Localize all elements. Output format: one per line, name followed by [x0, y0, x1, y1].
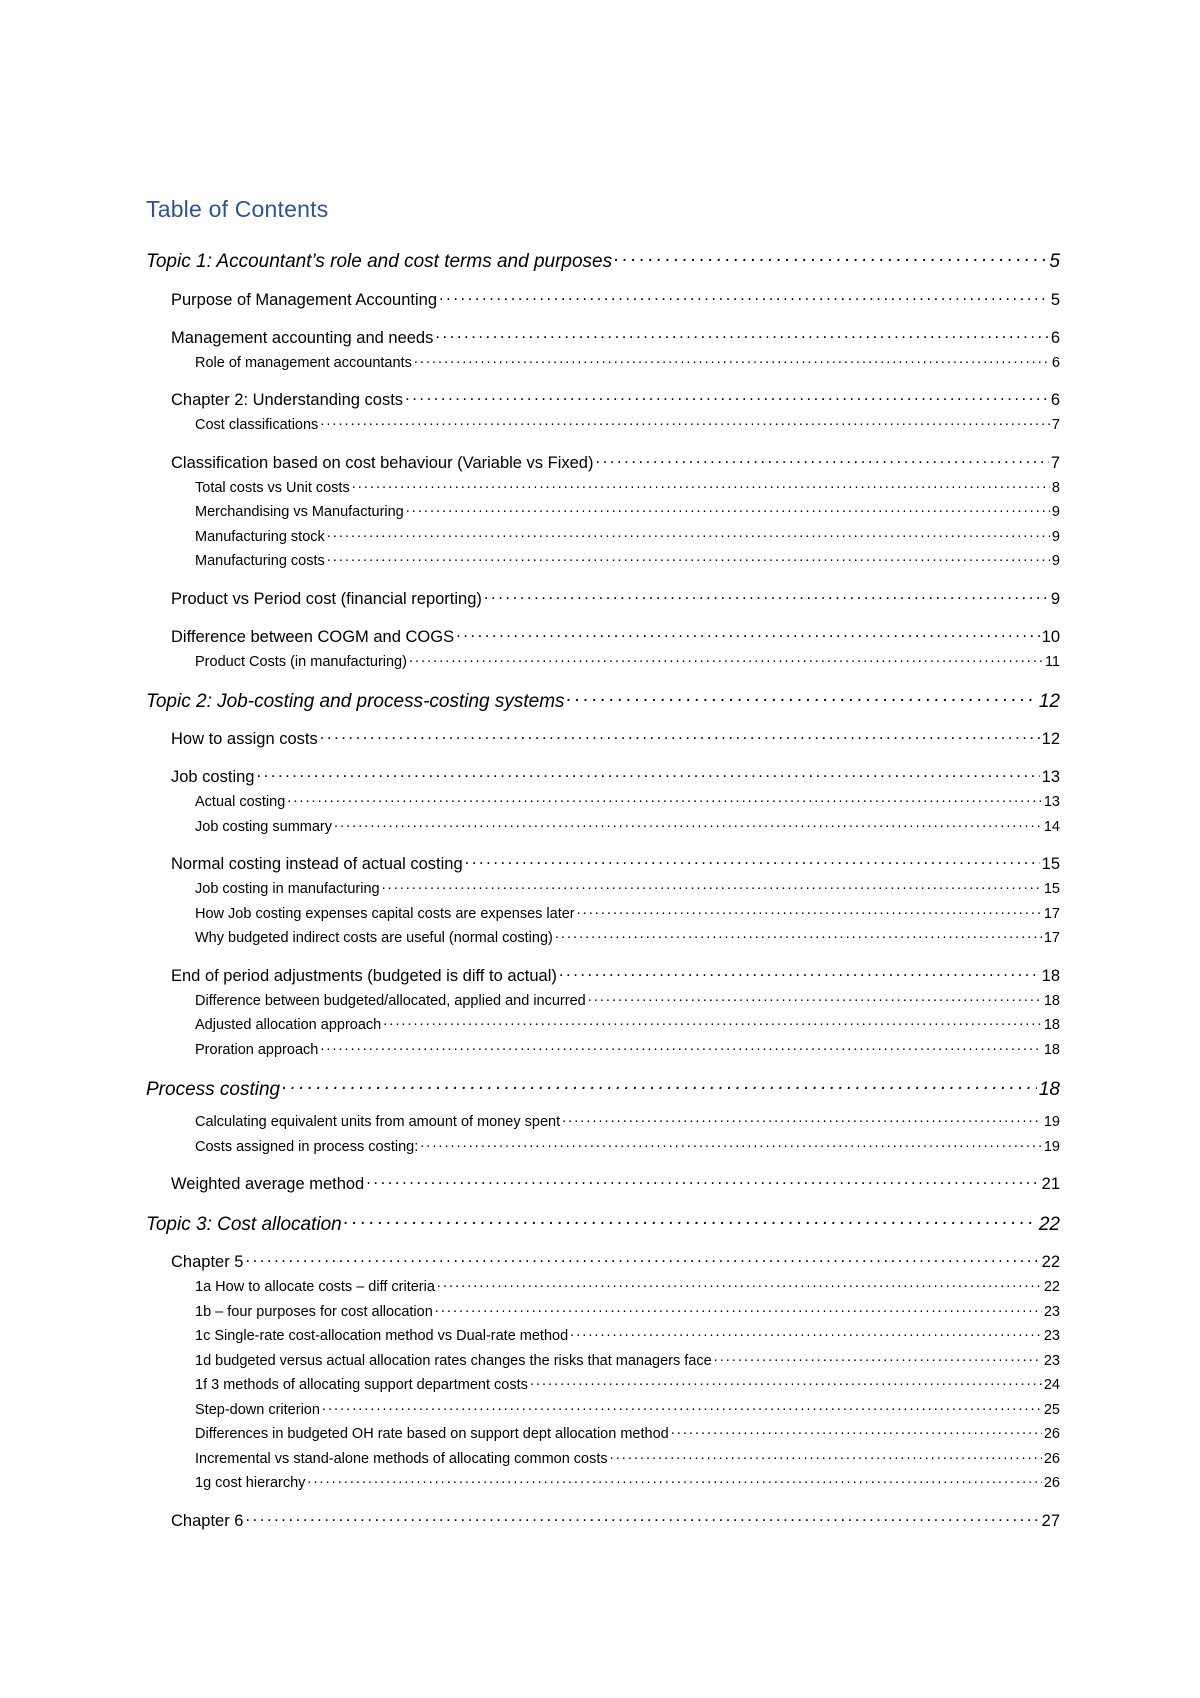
toc-entry-label: Job costing in manufacturing: [195, 881, 380, 897]
toc-entry-page-number: 26: [1043, 1450, 1060, 1467]
dot-leader: [320, 1039, 1042, 1054]
toc-entry-level-3[interactable]: [146, 990, 1060, 1015]
toc-entry-label: Actual costing: [195, 794, 286, 810]
toc-entry-label: Chapter 6: [171, 1511, 244, 1530]
toc-entry-page-number: 9: [1050, 589, 1060, 608]
dot-leader: [559, 964, 1040, 981]
toc-entry-label: Step-down criterion: [195, 1401, 320, 1418]
toc-entry-level-3[interactable]: [146, 1015, 1060, 1040]
toc-entry-level-3[interactable]: [146, 1350, 1060, 1375]
toc-entry-label: Topic 1: Accountant’s role and cost terms and purposes: [146, 251, 613, 272]
dot-leader: [671, 1424, 1042, 1439]
toc-entry-label: 1b – four purposes for cost allocation: [195, 1303, 433, 1320]
toc-entry-page-number: 7: [1051, 417, 1060, 433]
toc-entry-page-number: 17: [1043, 930, 1060, 946]
dot-leader: [366, 1173, 1039, 1190]
dot-leader: [555, 928, 1042, 943]
toc-entry-label: Manufacturing stock: [195, 528, 325, 545]
toc-entry-page-number: 6: [1051, 354, 1060, 371]
toc-entry-page-number: 18: [1043, 1017, 1060, 1033]
dot-leader: [437, 1277, 1042, 1292]
toc-entry-page-number: 13: [1041, 768, 1060, 786]
dot-leader: [320, 415, 1050, 430]
toc-entry-level-1[interactable]: [146, 248, 1060, 278]
toc-entry-level-3[interactable]: [146, 1424, 1060, 1449]
dot-leader: [282, 1076, 1037, 1095]
toc-entry-level-3[interactable]: [146, 1448, 1060, 1473]
toc-entry-page-number: 23: [1043, 1303, 1060, 1320]
toc-entry-level-3[interactable]: [146, 1039, 1060, 1064]
toc-entry-page-number: 18: [1043, 1041, 1060, 1058]
toc-entry-label: Product vs Period cost (financial reporting): [171, 589, 482, 608]
toc-entry-page-number: 11: [1044, 653, 1060, 670]
dot-leader: [610, 1448, 1042, 1463]
dot-leader: [595, 451, 1048, 468]
toc-entry-label: Total costs vs Unit costs: [195, 479, 350, 496]
toc-entry-page-number: 21: [1041, 1175, 1060, 1193]
dot-leader: [567, 688, 1037, 707]
toc-entry-page-number: 22: [1038, 1213, 1060, 1235]
toc-entry-level-3[interactable]: [146, 816, 1060, 841]
toc-entry-label: Manufacturing costs: [195, 553, 325, 569]
toc-entry-page-number: 18: [1041, 966, 1060, 985]
toc-entry-label: 1a How to allocate costs – diff criteria: [195, 1279, 435, 1295]
toc-entry-page-number: 19: [1043, 1138, 1060, 1155]
toc-entry-level-2[interactable]: [146, 587, 1060, 613]
toc-entry-level-2[interactable]: [146, 766, 1060, 792]
dot-leader: [484, 587, 1049, 604]
toc-entry-label: Proration approach: [195, 1041, 319, 1058]
toc-entry-level-2[interactable]: [146, 389, 1060, 415]
toc-entry-level-1[interactable]: [146, 688, 1060, 718]
toc-entry-page-number: 13: [1043, 794, 1060, 810]
toc-entry-page-number: 9: [1051, 504, 1060, 520]
toc-entry-label: Differences in budgeted OH rate based on support dept allocation method: [195, 1426, 669, 1442]
toc-entry-level-2[interactable]: [146, 288, 1060, 314]
dot-leader: [287, 792, 1042, 807]
dot-leader: [577, 903, 1042, 918]
toc-entry-page-number: 6: [1050, 391, 1060, 409]
dot-leader: [382, 879, 1042, 894]
toc-entry-level-3[interactable]: [146, 352, 1060, 377]
toc-entry-page-number: 7: [1050, 453, 1060, 472]
toc-entry-level-2[interactable]: [146, 326, 1060, 352]
toc-entry-label: 1d budgeted versus actual allocation rates changes the risks that managers face: [195, 1352, 712, 1369]
toc-entry-level-3[interactable]: [146, 1473, 1060, 1498]
toc-entry-label: Incremental vs stand-alone methods of allocating common costs: [195, 1450, 608, 1467]
dot-leader: [352, 477, 1050, 492]
toc-entry-label: Topic 2: Job-costing and process-costing systems: [146, 690, 565, 712]
toc-entry-label: Process costing: [146, 1078, 281, 1100]
toc-entry-level-2[interactable]: [146, 1251, 1060, 1277]
toc-entry-level-3[interactable]: [146, 1375, 1060, 1400]
toc-entry-level-2[interactable]: [146, 1509, 1060, 1535]
dot-leader: [334, 816, 1042, 831]
toc-entry-level-3[interactable]: [146, 1326, 1060, 1351]
toc-entry-level-3[interactable]: [146, 1112, 1060, 1137]
dot-leader: [562, 1112, 1042, 1127]
dot-leader: [588, 990, 1042, 1005]
toc-entry-label: Difference between COGM and COGS: [171, 627, 455, 646]
toc-entry-label: Adjusted allocation approach: [195, 1017, 382, 1033]
dot-leader: [456, 625, 1040, 642]
toc-entry-level-2[interactable]: [146, 853, 1060, 879]
toc-title: Table of Contents: [146, 196, 329, 222]
toc-entry-label: Job costing: [171, 768, 255, 786]
toc-entry-level-3[interactable]: [146, 1301, 1060, 1326]
toc-entry-level-1[interactable]: [146, 1211, 1060, 1241]
toc-entry-page-number: 26: [1043, 1475, 1060, 1491]
dot-leader: [570, 1326, 1042, 1341]
toc-entry-level-3[interactable]: [146, 415, 1060, 440]
toc-entry-page-number: 26: [1043, 1426, 1060, 1442]
dot-leader: [320, 728, 1040, 745]
toc-entry-page-number: 9: [1051, 553, 1060, 569]
toc-entry-label: Chapter 5: [171, 1253, 244, 1271]
toc-entry-page-number: 15: [1041, 855, 1060, 873]
toc-entry-level-2[interactable]: [146, 625, 1060, 651]
toc-entry-label: How to assign costs: [171, 730, 318, 748]
toc-entry-page-number: 24: [1043, 1377, 1060, 1393]
table-of-contents: [146, 248, 1060, 1535]
toc-entry-level-2[interactable]: [146, 1173, 1060, 1199]
toc-entry-page-number: 19: [1043, 1114, 1060, 1130]
toc-entry-page-number: 9: [1051, 528, 1060, 545]
toc-entry-label: Classification based on cost behaviour (Variable vs Fixed): [171, 453, 594, 472]
dot-leader: [406, 502, 1050, 517]
toc-entry-page-number: 8: [1051, 479, 1060, 496]
toc-entry-level-3[interactable]: [146, 879, 1060, 904]
toc-entry-page-number: 18: [1038, 1078, 1060, 1100]
toc-entry-page-number: 12: [1038, 690, 1060, 712]
toc-entry-level-3[interactable]: [146, 792, 1060, 817]
toc-entry-label: Weighted average method: [171, 1175, 365, 1193]
toc-entry-label: 1g cost hierarchy: [195, 1475, 306, 1491]
dot-leader: [383, 1015, 1042, 1030]
toc-entry-page-number: 23: [1043, 1328, 1060, 1344]
dot-leader: [530, 1375, 1042, 1390]
toc-entry-level-3[interactable]: [146, 526, 1060, 551]
toc-entry-level-2[interactable]: [146, 728, 1060, 754]
toc-entry-page-number: 5: [1049, 251, 1060, 272]
toc-entry-level-1[interactable]: [146, 1076, 1060, 1106]
toc-entry-label: 1f 3 methods of allocating support department costs: [195, 1377, 528, 1393]
toc-entry-label: Calculating equivalent units from amount of money spent: [195, 1114, 561, 1130]
toc-entry-label: Merchandising vs Manufacturing: [195, 504, 404, 520]
dot-leader: [245, 1251, 1039, 1268]
dot-leader: [344, 1211, 1037, 1230]
toc-entry-level-3[interactable]: [146, 651, 1060, 676]
dot-leader: [435, 1301, 1042, 1316]
toc-entry-label: Product Costs (in manufacturing): [195, 653, 407, 670]
dot-leader: [307, 1473, 1041, 1488]
toc-entry-page-number: 12: [1041, 730, 1060, 748]
dot-leader: [420, 1136, 1042, 1151]
toc-entry-page-number: 27: [1041, 1511, 1060, 1530]
dot-leader: [405, 389, 1049, 406]
toc-entry-label: End of period adjustments (budgeted is diff to actual): [171, 966, 557, 985]
toc-entry-label: Cost classifications: [195, 417, 319, 433]
toc-entry-level-3[interactable]: [146, 1136, 1060, 1161]
dot-leader: [439, 288, 1049, 305]
toc-entry-label: Normal costing instead of actual costing: [171, 855, 463, 873]
toc-entry-label: Role of management accountants: [195, 354, 412, 371]
toc-entry-level-3[interactable]: [146, 477, 1060, 502]
toc-entry-label: Difference between budgeted/allocated, applied and incurred: [195, 992, 586, 1009]
toc-entry-page-number: 18: [1043, 992, 1060, 1009]
toc-entry-level-3[interactable]: [146, 903, 1060, 928]
toc-entry-page-number: 6: [1050, 328, 1060, 347]
toc-entry-label: Chapter 2: Understanding costs: [171, 391, 404, 409]
toc-entry-level-3[interactable]: [146, 502, 1060, 527]
dot-leader: [465, 853, 1040, 870]
toc-entry-page-number: 25: [1043, 1401, 1060, 1418]
toc-entry-page-number: 22: [1041, 1253, 1060, 1271]
dot-leader: [256, 766, 1039, 783]
toc-entry-level-3[interactable]: [146, 551, 1060, 576]
toc-entry-page-number: 14: [1043, 818, 1060, 835]
dot-leader: [435, 326, 1048, 343]
dot-leader: [409, 651, 1043, 666]
dot-leader: [327, 526, 1050, 541]
toc-entry-label: 1c Single-rate cost-allocation method vs Dual-rate method: [195, 1328, 569, 1344]
toc-entry-level-2[interactable]: [146, 964, 1060, 990]
toc-entry-label: Topic 3: Cost allocation: [146, 1213, 342, 1235]
toc-entry-label: Job costing summary: [195, 818, 332, 835]
toc-entry-label: Purpose of Management Accounting: [171, 290, 438, 309]
dot-leader: [322, 1399, 1042, 1414]
toc-entry-page-number: 22: [1043, 1279, 1060, 1295]
toc-entry-page-number: 23: [1043, 1352, 1060, 1369]
toc-entry-level-3[interactable]: [146, 928, 1060, 953]
dot-leader: [614, 248, 1047, 267]
toc-entry-label: Costs assigned in process costing:: [195, 1138, 419, 1155]
dot-leader: [245, 1509, 1039, 1526]
toc-entry-label: Management accounting and needs: [171, 328, 434, 347]
toc-entry-level-2[interactable]: [146, 451, 1060, 477]
toc-entry-page-number: 10: [1041, 627, 1060, 646]
toc-entry-level-3[interactable]: [146, 1277, 1060, 1302]
toc-entry-level-3[interactable]: [146, 1399, 1060, 1424]
dot-leader: [414, 352, 1050, 367]
toc-entry-label: Why budgeted indirect costs are useful (normal costing): [195, 930, 553, 946]
dot-leader: [714, 1350, 1042, 1365]
toc-entry-page-number: 15: [1043, 881, 1060, 897]
dot-leader: [327, 551, 1050, 566]
toc-entry-page-number: 5: [1050, 290, 1060, 309]
toc-entry-label: How Job costing expenses capital costs are expenses later: [195, 905, 575, 922]
toc-entry-page-number: 17: [1043, 905, 1060, 922]
